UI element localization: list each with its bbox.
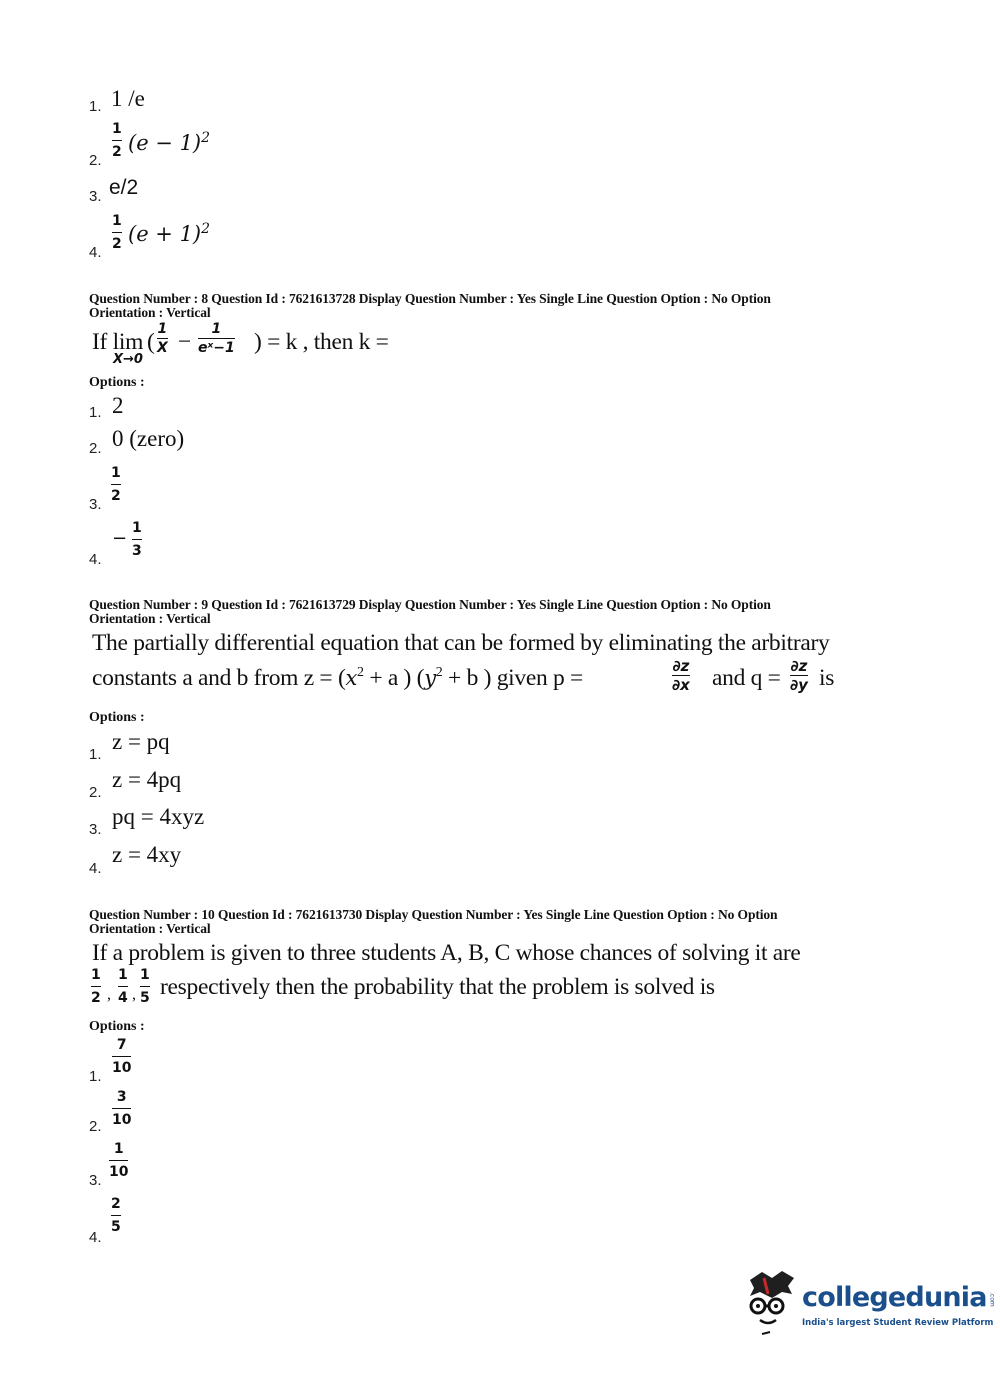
chance-fraction: 1 4 [118, 967, 128, 1006]
option-number: 3. [89, 1172, 102, 1189]
option-fraction: 2 5 [111, 1196, 121, 1235]
option-number: 1. [89, 1068, 102, 1085]
options-label: Options : [89, 710, 145, 725]
option-expression: $(e - 1)^2$ [128, 130, 211, 155]
option-fraction: 7 10 [112, 1037, 132, 1076]
fraction-one-over-ex-minus-1: 1 eˣ−1 [198, 321, 235, 356]
option-text: pq = 4xyz [112, 804, 205, 829]
option-number: 1. [89, 98, 102, 115]
minus-sign: − [178, 329, 191, 355]
options-label: Options : [89, 1019, 145, 1034]
stem-suffix: ) = k , then k = [254, 329, 389, 355]
option-text: 2 [112, 393, 124, 418]
and-q-label: and q = [712, 665, 781, 691]
partial-q-fraction: ∂z ∂y [790, 657, 808, 694]
option-fraction: 1 2 [111, 465, 121, 504]
logo-wordmark: collegedunia .com [802, 1282, 996, 1313]
coefficient-fraction: 1 2 [112, 213, 122, 252]
option-number: 3. [89, 188, 102, 205]
logo-tagline: India's largest Student Review Platform [802, 1318, 994, 1328]
option-number: 2. [89, 152, 102, 169]
fraction-one-over-x: 1 X [157, 321, 168, 356]
stem-line-2: constants a and b from $z = (x^2 + a$ ) ($y^2 + b$ ) given p = [92, 665, 583, 691]
option-number: 1. [89, 746, 102, 763]
limit-subscript: X→0 [113, 352, 143, 367]
option-fraction: 1 3 [132, 520, 142, 559]
option-number: 3. [89, 496, 102, 513]
option-number: 4. [89, 244, 102, 261]
option-number: 1. [89, 404, 102, 421]
option-number: 3. [89, 821, 102, 838]
option-number: 2. [89, 784, 102, 801]
options-label: Options : [89, 375, 145, 390]
question-meta: Question Number : 8 Question Id : 7621613728 Display Question Number : Yes Single Line Question Option : No Option Orientation : Vertical [89, 291, 771, 320]
chance-fraction: 1 5 [140, 967, 150, 1006]
chance-fraction: 1 2 [91, 967, 101, 1006]
stem-line-1: If a problem is given to three students A, B, C whose chances of solving it are [92, 940, 801, 966]
partial-p-fraction: ∂z ∂x [672, 657, 690, 694]
stem-line-1: The partially differential equation that can be formed by eliminating the arbitrary [92, 630, 830, 656]
option-fraction: 3 10 [112, 1089, 132, 1128]
mascot-icon [742, 1268, 802, 1340]
comma: , [132, 986, 136, 1003]
option-number: 4. [89, 860, 102, 877]
coefficient-fraction: 1 2 [112, 121, 122, 160]
stem-line-2: respectively then the probability that the problem is solved is [160, 974, 715, 1000]
option-number: 2. [89, 1118, 102, 1135]
question-meta: Question Number : 10 Question Id : 7621613730 Display Question Number : Yes Single Line Question Option : No Option Orientation : Vertical [89, 907, 778, 936]
option-text: e/2 [109, 176, 139, 199]
option-number: 4. [89, 551, 102, 568]
stem-is: is [819, 665, 835, 691]
negative-sign: − [112, 528, 128, 549]
option-text: z = pq [112, 729, 170, 754]
option-expression: $(e + 1)^2$ [128, 221, 211, 246]
collegedunia-logo [742, 1268, 996, 1340]
option-text: 1 /e [111, 86, 145, 111]
option-number: 2. [89, 440, 102, 457]
option-number: 4. [89, 1229, 102, 1246]
open-paren: ( [147, 329, 155, 355]
stem-prefix: If lim [92, 329, 144, 355]
comma: , [107, 986, 111, 1003]
option-text: z = 4xy [112, 842, 182, 867]
option-text: 0 (zero) [112, 426, 185, 451]
option-fraction: 1 10 [109, 1141, 129, 1180]
option-text: z = 4pq [112, 767, 182, 792]
question-meta: Question Number : 9 Question Id : 7621613729 Display Question Number : Yes Single Line Question Option : No Option Orientation : Vertical [89, 597, 771, 626]
